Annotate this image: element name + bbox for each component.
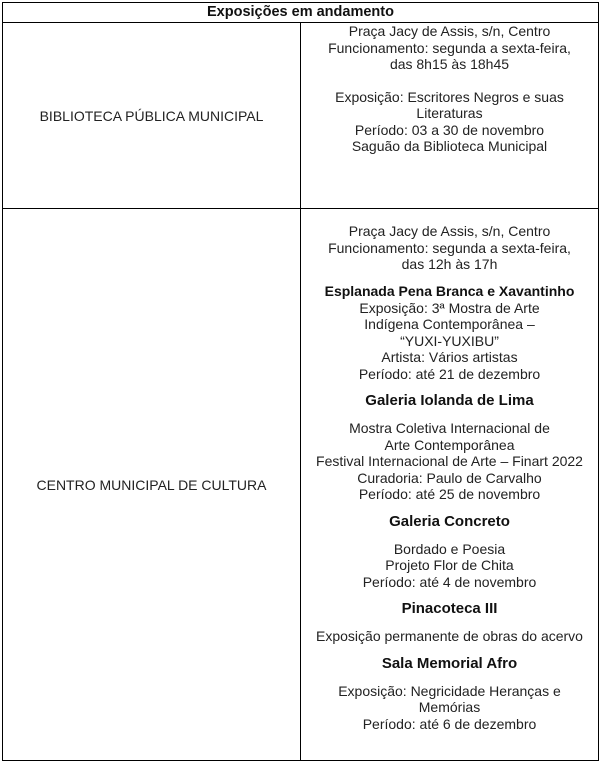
venue-hours: Funcionamento: segunda a sexta-feira, das 12h às 17h — [328, 239, 571, 272]
space-line: Período: até 21 de dezembro — [358, 365, 541, 382]
space-title: Sala Memorial Afro — [381, 654, 518, 672]
space-line: Período: até 4 de novembro — [362, 573, 537, 590]
space-line: Exposição permanente de obras do acervo — [316, 628, 583, 644]
space-title: Galeria Iolanda de Lima — [365, 392, 534, 409]
space-line: Bordado e Poesia — [393, 540, 506, 557]
venue-hours: Funcionamento: segunda a sexta-feira, das 8h15 às 18h45 — [328, 39, 571, 72]
exhibitions-table — [2, 2, 599, 761]
space-line: Curadoria: Paulo de Carvalho — [357, 469, 542, 486]
space-line: Exposição: Negricidade Heranças e Memórias — [338, 682, 561, 715]
venue-address: Praça Jacy de Assis, s/n, Centro — [348, 223, 551, 239]
exhibition-title: Exposição: Escritores Negros e suas Literaturas — [335, 88, 564, 121]
space-line: Artista: Vários artistas — [381, 349, 518, 365]
space-line: Projeto Flor de Chita — [385, 557, 514, 573]
exhibition-period: Período: 03 a 30 de novembro — [354, 121, 545, 138]
table-row — [3, 209, 599, 761]
space-line: Período: até 6 de dezembro — [362, 715, 537, 732]
exhibition-location: Saguão da Biblioteca Municipal — [351, 138, 548, 154]
space-line: Exposição: 3ª Mostra de Arte Indígena Contemporânea – “YUXI-YUXIBU” — [359, 299, 540, 349]
space-title: Galeria Concreto — [389, 512, 510, 530]
venue-name: CENTRO MUNICIPAL DE CULTURA — [3, 209, 301, 761]
venue-details — [301, 209, 599, 761]
table-header: Exposições em andamento — [3, 3, 599, 23]
space-line: Período: até 25 de novembro — [358, 486, 541, 502]
space-title: Esplanada Pena Branca e Xavantinho — [324, 282, 575, 299]
venue-address: Praça Jacy de Assis, s/n, Centro — [348, 23, 551, 39]
venue-name: BIBLIOTECA PÚBLICA MUNICIPAL — [3, 23, 301, 209]
venue-details — [301, 23, 599, 209]
table-row — [3, 23, 599, 209]
space-title: Pinacoteca III — [401, 600, 498, 617]
space-line: Mostra Coletiva Internacional de Arte Contemporânea — [349, 420, 550, 453]
space-line: Festival Internacional de Arte – Finart 2022 — [316, 453, 583, 469]
